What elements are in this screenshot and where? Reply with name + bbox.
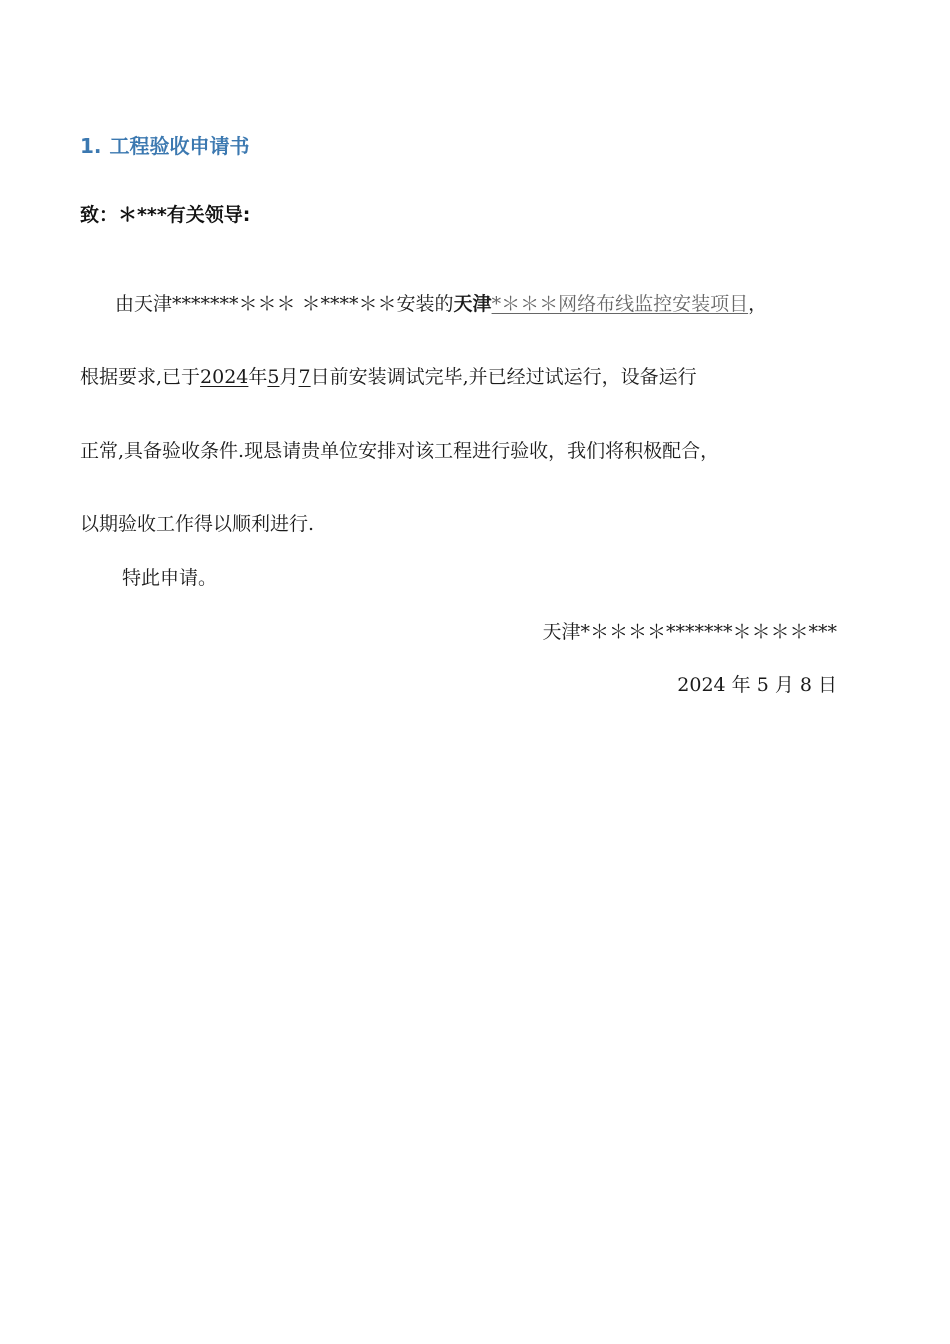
line-text: 日前安装调试完毕,并已经过试运行，设备运行 [310,366,697,388]
salutation: 致：＊***有关领导: [80,204,251,226]
paragraph-line-4: 以期验收工作得以顺利进行. [80,513,315,535]
signature-organization: 天津*＊＊＊＊*******＊＊＊＊*** [542,621,837,643]
month-label: 月 [279,366,299,388]
paragraph-line-2 [80,362,697,389]
project-name: *＊＊＊网络布线监控安装项目 [491,293,749,315]
paragraph-line-3: 正常,具备验收条件.现恳请贵单位安排对该工程进行验收，我们将积极配合， [80,440,720,462]
completion-year: 2024 [200,366,249,388]
heading-number: 1. [80,134,102,158]
paragraph-line-1 [115,289,767,316]
completion-day: 7 [298,366,311,388]
signature-date: 2024 年 5 月 8 日 [677,674,837,696]
heading-title: 工程验收申请书 [109,134,250,158]
project-city: 天津 [453,293,492,315]
completion-month: 5 [267,366,280,388]
comma: ， [748,293,768,315]
section-heading [80,130,250,159]
installer-text: 由天津*******＊＊＊ ＊****＊＊安装的 [115,293,454,315]
closing-request: 特此申请。 [122,567,218,589]
year-label: 年 [248,366,268,388]
line-text: 根据要求,已于 [80,366,201,388]
